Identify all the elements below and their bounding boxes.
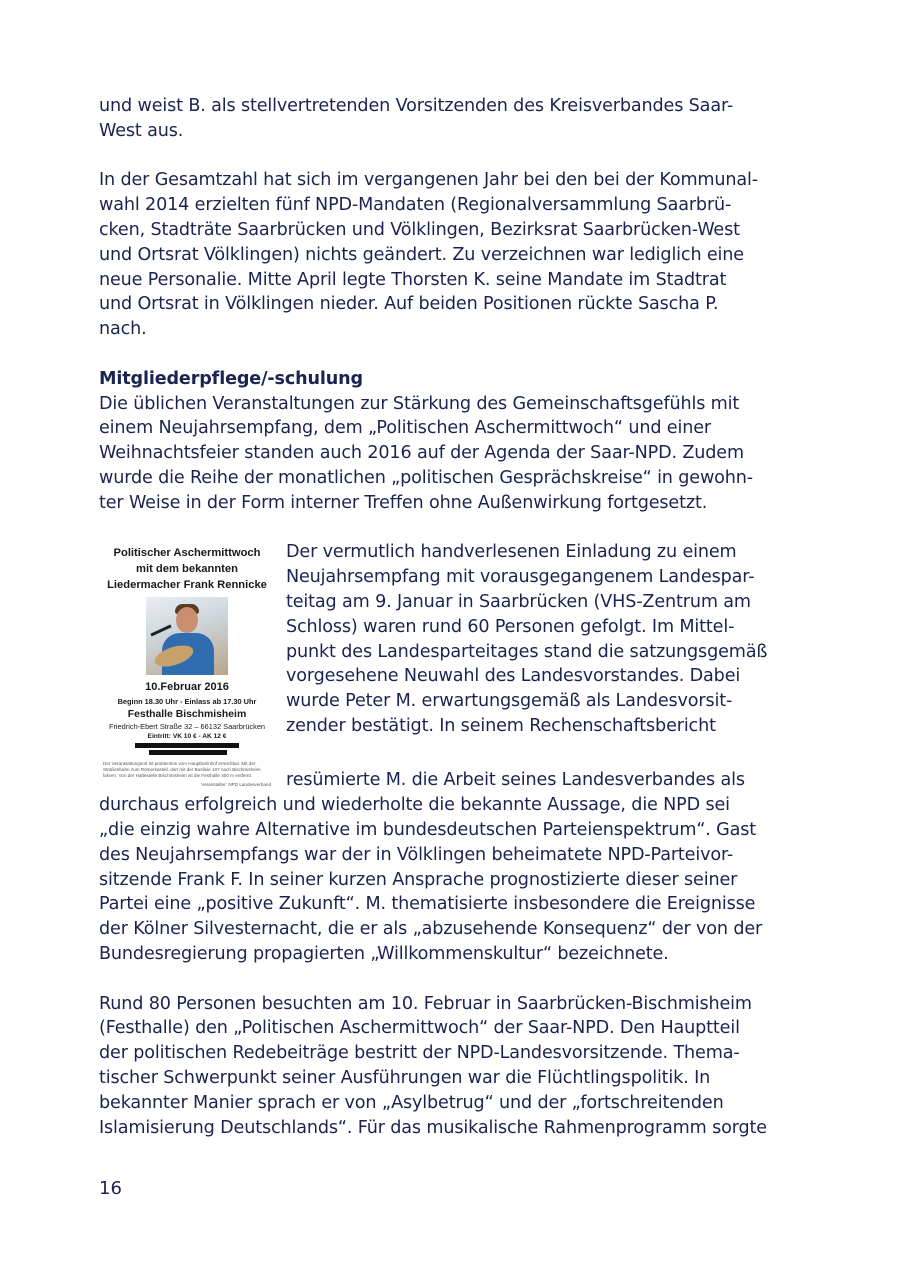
figure-side-text bbox=[286, 540, 809, 792]
flyer-organizer: Veranstalter: NPD Landesverband bbox=[201, 782, 271, 788]
text-line: sitzende Frank F. In seiner kurzen Ansprache prognostizierte dieser seiner bbox=[99, 869, 738, 890]
text-line: Islamisierung Deutschlands“. Für das musikalische Rahmenprogramm sorgte bbox=[99, 1117, 767, 1138]
text-line: zender bestätigt. In seinem Rechenschaftsbericht bbox=[286, 715, 716, 736]
flyer-fine-print: Der Veranstaltungsort ist problemlos vom Hauptbahnhof erreichbar. Mit der Straßenbahn zum Römerkastell, dort mit der Buslinie 107 nach Bischmisheim fahren. Von der Haltestelle Bischmisheim ist die Festhalle 400 m entfernt. bbox=[103, 761, 261, 778]
text-line: punkt des Landesparteitages stand die satzungsgemäß bbox=[286, 641, 768, 662]
text-line: In der Gesamtzahl hat sich im vergangenen Jahr bei den bei der Kommunal- bbox=[99, 170, 758, 191]
paragraph-1 bbox=[99, 94, 809, 144]
flyer-time: Beginn 18.30 Uhr - Einlass ab 17.30 Uhr bbox=[117, 697, 257, 707]
paragraph-5 bbox=[99, 992, 809, 1141]
text-line: Neujahrsempfang mit vorausgegangenem Landespar- bbox=[286, 567, 755, 588]
paragraph-4 bbox=[99, 768, 809, 966]
flyer-venue: Festhalle Bischmisheim bbox=[127, 709, 247, 721]
text-line: der Kölner Silvesternacht, die er als „abzusehende Konsequenz“ der von der bbox=[99, 919, 763, 940]
text-line: des Neujahrsempfangs war der in Völklingen beheimatete NPD-Parteivor- bbox=[99, 844, 734, 865]
text-line: Partei eine „positive Zukunft“. M. thematisierte insbesondere die Ereignisse bbox=[99, 894, 756, 915]
text-line: durchaus erfolgreich und wiederholte die bekannte Aussage, die NPD sei bbox=[99, 795, 730, 816]
redaction-bar bbox=[149, 750, 227, 755]
text-line: wahl 2014 erzielten fünf NPD-Mandaten (Regionalversammlung Saarbrü- bbox=[99, 195, 732, 216]
flyer-title bbox=[99, 545, 275, 593]
text-line: Weihnachtsfeier standen auch 2016 auf der Agenda der Saar-NPD. Zudem bbox=[99, 443, 744, 464]
page-body bbox=[99, 94, 809, 1140]
flyer-address: Friedrich-Ebert Straße 32 – 66132 Saarbrücken bbox=[108, 722, 266, 732]
text-line: bekannter Manier sprach er von „Asylbetrug“ und der „fortschreitenden bbox=[99, 1092, 724, 1113]
text-line: und Ortsrat in Völklingen nieder. Auf beiden Positionen rückte Sascha P. bbox=[99, 294, 719, 315]
flyer-title-line: mit dem bekannten bbox=[136, 563, 238, 576]
section-heading: Mitgliederpflege/-schulung bbox=[99, 368, 363, 389]
text-line: und weist B. als stellvertretenden Vorsitzenden des Kreisverbandes Saar- bbox=[99, 96, 734, 116]
text-line: teitag am 9. Januar in Saarbrücken (VHS-Zentrum am bbox=[286, 591, 751, 612]
text-line: der politischen Redebeiträge bestritt der NPD-Landesvorsitzende. Thema- bbox=[99, 1043, 740, 1064]
text-line: West aus. bbox=[99, 120, 184, 141]
text-line: ter Weise in der Form interner Treffen ohne Außenwirkung fortgesetzt. bbox=[99, 492, 708, 513]
text-line: Rund 80 Personen besuchten am 10. Februar in Saarbrücken-Bischmisheim bbox=[99, 993, 752, 1014]
redaction-bar bbox=[135, 743, 239, 748]
text-line: wurde die Reihe der monatlichen „politischen Gesprächskreise“ in gewohn- bbox=[99, 467, 753, 488]
paragraph-2 bbox=[99, 168, 809, 342]
singer-photo bbox=[146, 597, 228, 675]
flyer-entry-price: Eintritt: VK 10 € - AK 12 € bbox=[147, 733, 227, 741]
figure-row bbox=[99, 540, 809, 792]
text-line: cken, Stadträte Saarbrücken und Völklingen, Bezirksrat Saarbrücken-West bbox=[99, 219, 740, 240]
text-line: Die üblichen Veranstaltungen zur Stärkung des Gemeinschaftsgefühls mit bbox=[99, 393, 740, 414]
text-line: „die einzig wahre Alternative im bundesdeutschen Parteienspektrum“. Gast bbox=[99, 819, 757, 840]
text-line: nach. bbox=[99, 319, 147, 340]
text-line: Schloss) waren rund 60 Personen gefolgt. Im Mittel- bbox=[286, 616, 735, 637]
text-line: tischer Schwerpunkt seiner Ausführungen war die Flüchtlingspolitik. In bbox=[99, 1067, 711, 1088]
paragraph-3 bbox=[99, 392, 809, 516]
text-line: Bundesregierung propagierten „Willkommenskultur“ bezeichnete. bbox=[99, 943, 669, 964]
text-line: vorgesehene Neuwahl des Landesvorstandes. Dabei bbox=[286, 666, 741, 687]
flyer-title-line: Politischer Aschermittwoch bbox=[113, 547, 261, 560]
flyer-title-line: Liedermacher Frank Rennicke bbox=[107, 579, 267, 592]
text-line: wurde Peter M. erwartungsgemäß als Landesvorsit- bbox=[286, 691, 733, 712]
text-line: und Ortsrat Völklingen) nichts geändert. Zu verzeichnen war lediglich eine bbox=[99, 244, 744, 265]
text-line: einem Neujahrsempfang, dem „Politischen Aschermittwoch“ und einer bbox=[99, 418, 711, 439]
text-line: (Festhalle) den „Politischen Aschermittwoch“ der Saar-NPD. Den Hauptteil bbox=[99, 1018, 740, 1039]
text-line: Der vermutlich handverlesenen Einladung zu einem bbox=[286, 542, 737, 563]
text-line: resümierte M. die Arbeit seines Landesverbandes als bbox=[286, 770, 745, 791]
text-line: neue Personalie. Mitte April legte Thorsten K. seine Mandate im Stadtrat bbox=[99, 269, 727, 290]
flyer-date: 10.Februar 2016 bbox=[145, 681, 229, 694]
page-number: 16 bbox=[99, 1178, 122, 1199]
event-flyer-image bbox=[99, 540, 275, 792]
